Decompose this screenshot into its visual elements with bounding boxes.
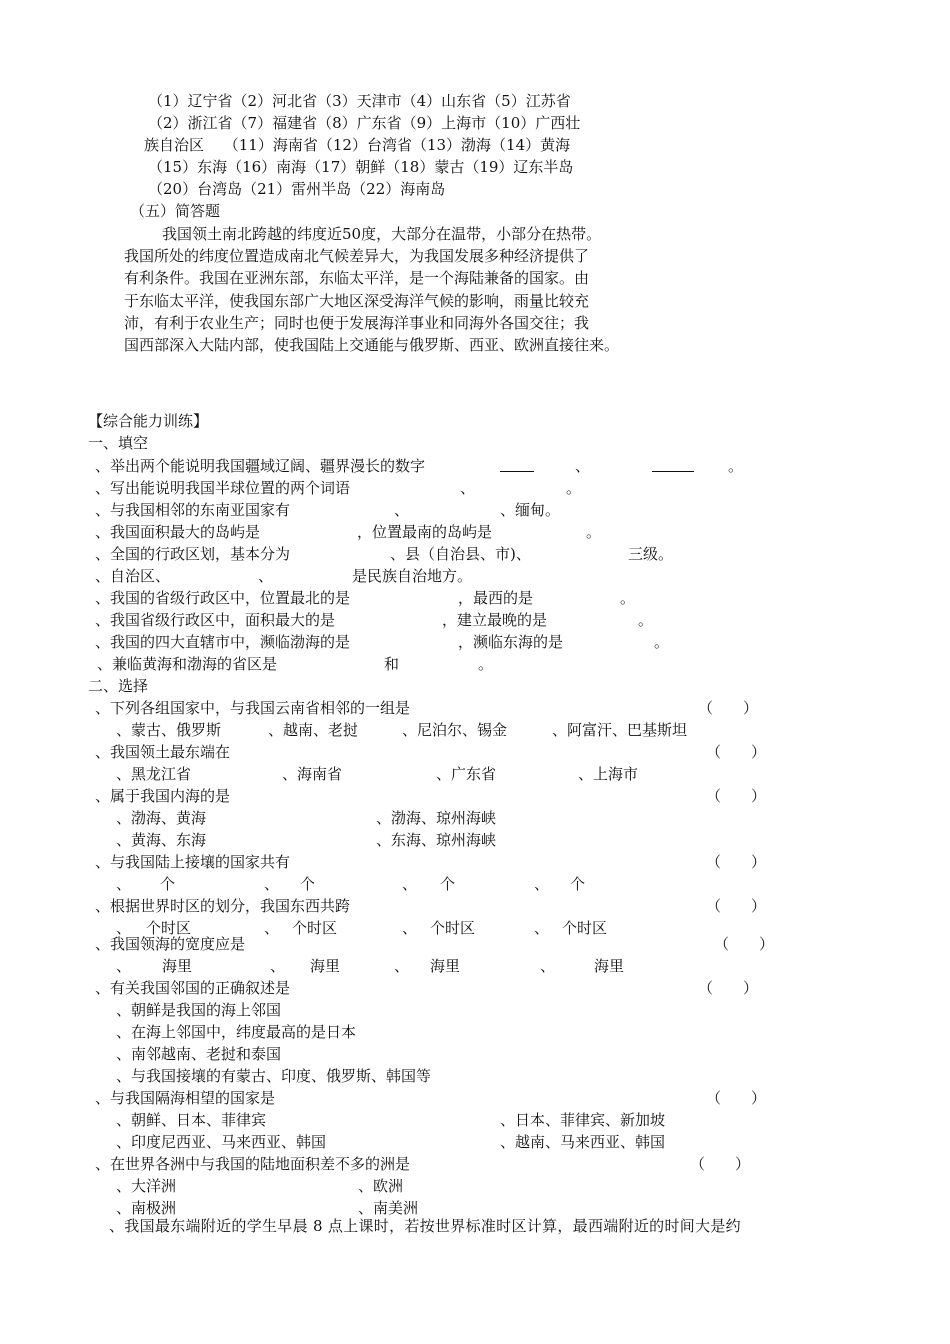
choice-option: 、渤海、琼州海峡 [376,809,497,827]
fill-sep: 、县（自治县、市)、 [390,545,531,563]
answer-parens[interactable]: （ ） [706,853,767,871]
fill-sep: 、 [460,479,476,497]
fill-sep: ，濒临东海的是 [458,633,564,651]
answer-line: 族自治区 （11）海南省（12）台湾省（13）渤海（14）黄海 [144,136,571,154]
answer-line: （1）辽宁省（2）河北省（3）天津市（4）山东省（5）江苏省 [148,92,571,110]
fill-sep: ，位置最南的岛屿是 [357,523,493,541]
fill-end: 、缅甸。 [500,501,561,519]
paragraph-line: 国西部深入大陆内部，使我国陆上交通能与俄罗斯、西亚、欧洲直接往来。 [124,336,620,354]
choice-option: 、 [264,875,280,893]
choice-option: 、 [394,957,410,975]
choice-option: 、 [540,957,556,975]
choice-option: 、东海、琼州海峡 [376,831,497,849]
answer-parens[interactable]: （ ） [698,699,759,717]
choice-option: 、 [116,957,132,975]
choice-option: 个 [300,875,316,893]
fill-question: 、我国的省级行政区中，位置最北的是 [95,589,351,607]
choice-question: 、我国最东端附近的学生早晨 8 点上课时，若按世界标准时区计算，最西端附近的时间大是约 [109,1217,741,1235]
fill-question: 、兼临黄海和渤海的省区是 [97,655,278,673]
choice-option: 、与我国接壤的有蒙古、印度、俄罗斯、韩国等 [116,1067,432,1085]
fill-question: 、举出两个能说明我国疆域辽阔、疆界漫长的数字 [95,457,426,475]
choice-option: 、黑龙江省 [116,765,192,783]
choice-option: 个时区 [430,919,476,937]
paragraph-line: 我国所处的纬度位置造成南北气候差异大，为我国发展多种经济提供了 [124,247,590,265]
choice-option: 、广东省 [436,765,497,783]
choice-question: 、我国领海的宽度应是 [95,935,246,953]
fill-sep: ，最西的是 [458,589,534,607]
choice-heading: 二、选择 [88,677,149,695]
choice-option: 、上海市 [578,765,639,783]
short-answer-heading: （五）简答题 [130,202,221,220]
choice-question: 、下列各组国家中，与我国云南省相邻的一组是 [95,699,411,717]
fill-end: 。 [728,457,744,475]
choice-option: 个时区 [562,919,608,937]
fill-question: 、与我国相邻的东南亚国家有 [95,501,291,519]
choice-option: 海里 [430,957,461,975]
fill-question: 、写出能说明我国半球位置的两个词语 [95,479,351,497]
fill-sep: 、 [575,457,591,475]
choice-option: 、朝鲜、日本、菲律宾 [116,1111,267,1129]
answer-line: （20）台湾岛（21）雷州半岛（22）海南岛 [148,180,446,198]
choice-option: 、黄海、东海 [116,831,207,849]
answer-parens[interactable]: （ ） [698,979,759,997]
choice-option: 、越南、老挝 [268,721,359,739]
answer-parens[interactable]: （ ） [706,743,767,761]
fill-sep: 、 [394,501,410,519]
choice-option: 个 [440,875,456,893]
choice-option: 、印度尼西亚、马来西亚、韩国 [116,1133,327,1151]
choice-question: 、有关我国邻国的正确叙述是 [95,979,291,997]
fill-sep: 和 [384,655,400,673]
fill-question: 、我国的四大直辖市中，濒临渤海的是 [95,633,351,651]
choice-option: 、渤海、黄海 [116,809,207,827]
answer-parens[interactable]: （ ） [706,1089,767,1107]
choice-question: 、与我国陆上接壤的国家共有 [95,853,291,871]
fill-question: 、自治区、 [95,567,171,585]
answer-parens[interactable]: （ ） [690,1155,751,1173]
answer-blank[interactable] [500,471,534,472]
choice-option: 海里 [310,957,341,975]
paragraph-line: 沛，有利于农业生产；同时也便于发展海洋事业和同海外各国交往；我 [124,314,590,332]
choice-option: 、 [264,919,280,937]
choice-option: 、阿富汗、巴基斯坦 [552,721,688,739]
choice-option: 、 [270,957,286,975]
answer-parens[interactable]: （ ） [714,935,775,953]
choice-option: 、大洋洲 [116,1177,177,1195]
fill-end: 是民族自治地方。 [352,567,473,585]
choice-option: 、南美洲 [358,1199,419,1217]
choice-option: 、蒙古、俄罗斯 [116,721,222,739]
choice-option: 、 [534,875,550,893]
choice-option: 海里 [594,957,625,975]
fill-end: 。 [620,589,636,607]
fill-end: 三级。 [628,545,674,563]
choice-option: 、 [534,919,550,937]
choice-option: 个 [160,875,176,893]
fill-sep: 、 [258,567,274,585]
choice-option: 、日本、菲律宾、新加坡 [500,1111,666,1129]
choice-question: 、根据世界时区的划分，我国东西共跨 [95,897,351,915]
choice-option: 个时区 [292,919,338,937]
choice-option: 、朝鲜是我国的海上邻国 [116,1001,282,1019]
choice-question: 、与我国隔海相望的国家是 [95,1089,276,1107]
answer-parens[interactable]: （ ） [706,897,767,915]
answer-line: （2）浙江省（7）福建省（8）广东省（9）上海市（10）广西壮 [148,114,581,132]
paragraph-line: 于东临太平洋，使我国东部广大地区深受海洋气候的影响，雨量比较充 [124,292,590,310]
fill-question: 、我国省级行政区中，面积最大的是 [95,611,336,629]
choice-option: 、 [402,919,418,937]
fill-end: 。 [654,633,670,651]
choice-option: 、 [116,919,132,937]
paragraph-line: 有利条件。我国在亚洲东部，东临太平洋，是一个海陆兼备的国家。由 [124,269,590,287]
choice-option: 海里 [162,957,193,975]
choice-option: 、 [402,875,418,893]
choice-option: 、南极洲 [116,1199,177,1217]
fill-heading: 一、填空 [88,434,149,452]
choice-question: 、在世界各洲中与我国的陆地面积差不多的洲是 [95,1155,411,1173]
fill-end: 。 [566,479,582,497]
fill-sep: ，建立最晚的是 [442,611,548,629]
choice-question: 、我国领土最东端在 [95,743,231,761]
fill-question: 、我国面积最大的岛屿是 [95,523,261,541]
answer-parens[interactable]: （ ） [706,787,767,805]
choice-option: 、尼泊尔、锡金 [402,721,508,739]
choice-option: 、在海上邻国中，纬度最高的是日本 [116,1023,357,1041]
section-title: 【综合能力训练】 [88,412,209,430]
choice-option: 、海南省 [282,765,343,783]
fill-end: 。 [638,611,654,629]
fill-question: 、全国的行政区划，基本分为 [95,545,291,563]
answer-blank[interactable] [652,471,694,472]
choice-question: 、属于我国内海的是 [95,787,231,805]
fill-end: 。 [586,523,602,541]
paragraph-line: 我国领土南北跨越的纬度近50度，大部分在温带，小部分在热带。 [162,225,602,243]
choice-option: 、 [116,875,132,893]
choice-option: 个 [570,875,586,893]
choice-option: 个时区 [146,919,192,937]
fill-end: 。 [478,655,494,673]
choice-option: 、南邻越南、老挝和泰国 [116,1045,282,1063]
choice-option: 、欧洲 [358,1177,404,1195]
choice-option: 、越南、马来西亚、韩国 [500,1133,666,1151]
answer-line: （15）东海（16）南海（17）朝鲜（18）蒙古（19）辽东半岛 [148,158,574,176]
